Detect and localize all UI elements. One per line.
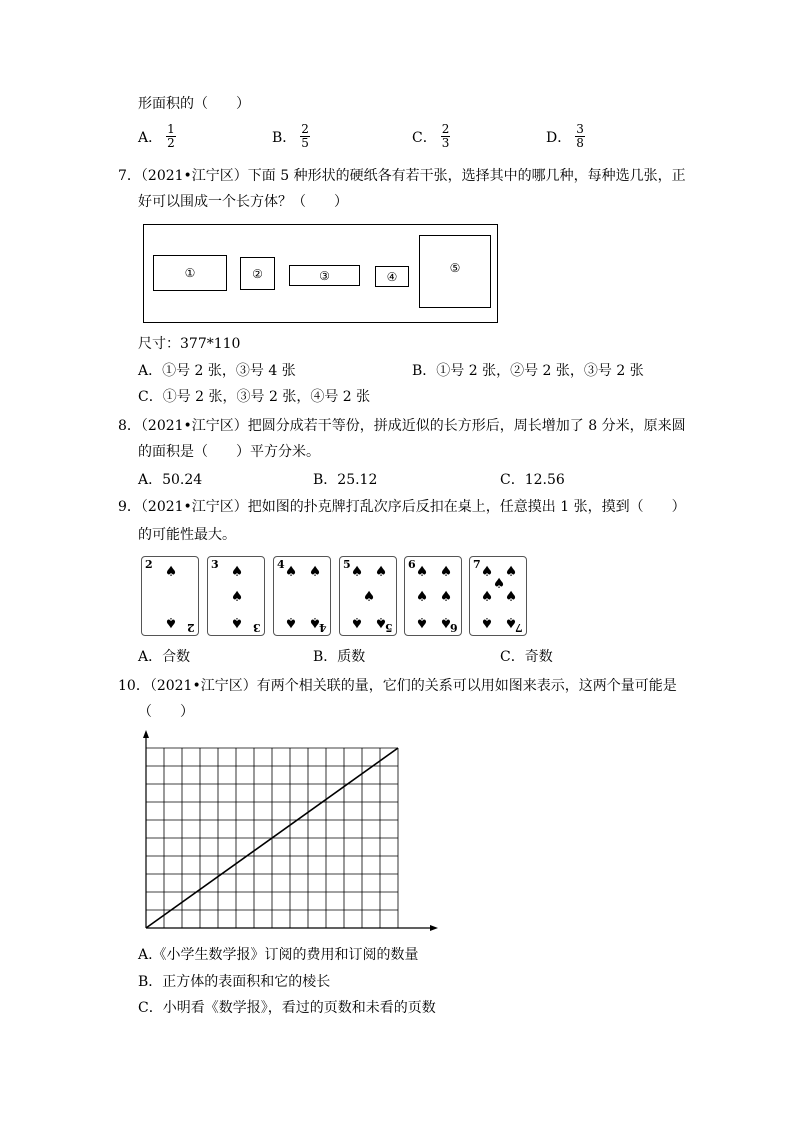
q7-option-b[interactable]: B．①号 2 张，②号 2 张，③号 2 张 xyxy=(412,363,644,379)
q8-option-b[interactable]: B．25.12 xyxy=(313,472,378,488)
q9-option-b[interactable]: B．质数 xyxy=(313,649,366,665)
spade-icon: ♠ xyxy=(374,564,388,580)
spade-icon: ♠ xyxy=(480,589,494,605)
shape-3-label: ③ xyxy=(319,268,330,283)
spade-icon: ♠ xyxy=(164,564,178,580)
spade-icon: ♠ xyxy=(230,589,244,605)
spade-icon: ♠ xyxy=(284,614,298,630)
card-4-rank: 4 xyxy=(277,558,285,571)
spade-icon: ♠ xyxy=(164,614,178,630)
q6-option-b-letter: B． xyxy=(272,129,297,146)
q9-stem-line2: 的可能性最大。 xyxy=(138,527,236,543)
card-6-rank: 6 xyxy=(408,558,416,571)
card-6-rank-bottom: 6 xyxy=(450,621,458,634)
shape-5 xyxy=(419,235,491,308)
q9-option-a[interactable]: A．合数 xyxy=(138,649,191,665)
spade-icon: ♠ xyxy=(350,564,364,580)
q6-option-d-letter: D． xyxy=(546,129,572,146)
card-4-rank-bottom: 4 xyxy=(319,621,327,634)
spade-icon: ♠ xyxy=(308,614,322,630)
shape-2 xyxy=(240,257,275,290)
q6-option-d[interactable] xyxy=(546,123,585,150)
q6-option-b-fraction: $\frac{2}{5}$ xyxy=(301,122,309,150)
spade-icon: ♠ xyxy=(350,614,364,630)
spade-icon: ♠ xyxy=(439,564,453,580)
card-5-rank-bottom: 5 xyxy=(385,621,393,634)
card-5 xyxy=(339,556,397,636)
spade-icon: ♠ xyxy=(415,564,429,580)
spade-icon: ♠ xyxy=(439,614,453,630)
spade-icon: ♠ xyxy=(308,564,322,580)
q10-option-b[interactable]: B．正方体的表面积和它的棱长 xyxy=(138,974,331,990)
shape-2-label: ② xyxy=(252,266,263,281)
card-3 xyxy=(207,556,265,636)
q6-option-a-fraction: $\frac{1}{2}$ xyxy=(167,122,175,150)
card-7 xyxy=(469,556,527,636)
y-axis-arrow-icon xyxy=(143,730,149,738)
card-6 xyxy=(404,556,462,636)
q9-stem-line1: 9．（2021•江宁区）把如图的扑克牌打乱次序后反扣在桌上，任意摸出 1 张，摸到（ ） xyxy=(118,499,686,515)
shape-4-label: ④ xyxy=(386,269,398,284)
q8-stem-line2: 的面积是（ ）平方分米。 xyxy=(138,444,320,460)
q6-tail: 形面积的（ ） xyxy=(138,96,250,112)
q7-option-c[interactable]: C．①号 2 张，③号 2 张，④号 2 张 xyxy=(138,389,371,405)
card-7-rank-bottom: 7 xyxy=(515,621,523,634)
card-5-rank: 5 xyxy=(343,558,351,571)
spade-icon: ♠ xyxy=(504,589,518,605)
spade-icon: ♠ xyxy=(362,589,376,605)
q6-option-c-letter: C． xyxy=(412,129,437,146)
card-4 xyxy=(273,556,331,636)
q10-option-c[interactable]: C．小明看《数学报》，看过的页数和未看的页数 xyxy=(138,1000,436,1016)
q6-option-a-letter: A． xyxy=(138,129,163,146)
q10-stem-line1: 10．（2021•江宁区）有两个相关联的量，它们的关系可以用如图来表示，这两个量可能是 xyxy=(118,678,677,694)
x-axis-arrow-icon xyxy=(430,925,438,931)
q7-stem-line2: 好可以围成一个长方体？（ ） xyxy=(138,194,348,210)
spade-icon: ♠ xyxy=(284,564,298,580)
card-2 xyxy=(141,556,199,636)
card-3-rank: 3 xyxy=(211,558,219,571)
card-2-rank: 2 xyxy=(145,558,153,571)
q9-option-c[interactable]: C．奇数 xyxy=(500,649,553,665)
card-3-rank-bottom: 3 xyxy=(253,621,261,634)
q7-option-a[interactable]: A．①号 2 张，③号 4 张 xyxy=(138,363,296,379)
q6-option-b[interactable] xyxy=(272,123,310,150)
q7-size-note: 尺寸：377*110 xyxy=(138,336,241,352)
shape-3 xyxy=(289,265,360,286)
q8-option-a[interactable]: A．50.24 xyxy=(138,472,203,488)
spade-icon: ♠ xyxy=(480,614,494,630)
spade-icon: ♠ xyxy=(415,614,429,630)
q6-option-a[interactable] xyxy=(138,123,176,150)
line-chart xyxy=(138,726,438,936)
spade-icon: ♠ xyxy=(439,589,453,605)
q10-option-a[interactable]: A.《小学生数学报》订阅的费用和订阅的数量 xyxy=(138,947,419,963)
q6-option-d-fraction: $\frac{3}{8}$ xyxy=(576,122,584,150)
q8-option-c[interactable]: C．12.56 xyxy=(500,472,565,488)
q6-option-c-fraction: $\frac{2}{3}$ xyxy=(441,122,450,150)
spade-icon: ♠ xyxy=(415,589,429,605)
q10-stem-line2: （ ） xyxy=(138,704,194,720)
spade-icon: ♠ xyxy=(504,564,518,580)
spade-icon: ♠ xyxy=(504,614,518,630)
spade-icon: ♠ xyxy=(374,614,388,630)
q6-option-c[interactable] xyxy=(412,123,450,150)
card-7-rank: 7 xyxy=(473,558,481,571)
card-2-rank-bottom: 2 xyxy=(187,621,195,634)
shape-4 xyxy=(375,266,409,287)
spade-icon: ♠ xyxy=(230,564,244,580)
q7-stem-line1: 7．（2021•江宁区）下面 5 种形状的硬纸各有若干张，选择其中的哪几种，每种选几张，正 xyxy=(118,168,686,184)
shape-1-label: ① xyxy=(184,266,196,280)
q8-stem-line1: 8．（2021•江宁区）把圆分成若干等份，拼成近似的长方形后，周长增加了 8 分米，原来圆 xyxy=(118,418,686,434)
spade-icon: ♠ xyxy=(480,564,494,580)
shape-1 xyxy=(153,255,227,291)
q7-shapes-figure xyxy=(143,224,498,323)
shape-5-label: ⑤ xyxy=(449,261,461,275)
spade-icon: ♠ xyxy=(230,614,244,630)
spade-icon: ♠ xyxy=(492,576,506,592)
